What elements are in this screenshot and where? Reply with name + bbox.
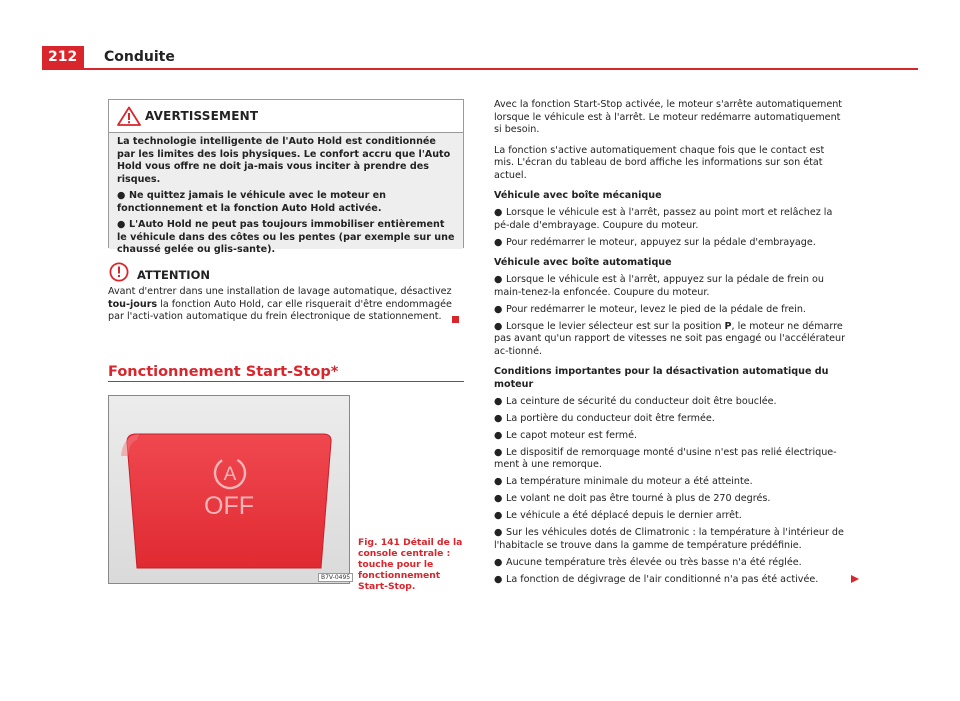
list-item: ● Pour redémarrer le moteur, appuyez sur la pédale d'embrayage. <box>494 236 816 248</box>
continue-arrow-icon <box>850 574 860 584</box>
warning-title: AVERTISSEMENT <box>145 109 259 123</box>
bullet-icon: ● <box>494 207 503 218</box>
page-number: 212 <box>42 46 84 68</box>
warning-paragraph: La technologie intelligente de l'Auto Hold est conditionnée par les limites des lois physiques. Le confort accru que l'Auto Hold vous offre ne doit ja-mais vous inciter à prendre des risques. <box>117 136 451 185</box>
paragraph: Avec la fonction Start-Stop activée, le moteur s'arrête automatiquement lorsque le véhicule est à l'arrêt. Le moteur redémarre automatiquement si besoin. <box>494 99 843 135</box>
bullet-icon: ● <box>494 510 503 521</box>
bullet-icon: ● <box>494 476 503 487</box>
bullet-icon: ● <box>494 274 503 285</box>
bullet-icon: ● <box>494 429 503 441</box>
bullet-icon: ● <box>494 303 503 315</box>
bullet-icon: ● <box>117 219 126 230</box>
bullet-icon: ● <box>494 320 503 332</box>
warning-bullet: ● Ne quittez jamais le véhicule avec le moteur en fonctionnement et la fonction Auto Hold activée. <box>117 190 387 214</box>
subheading-conditions: Conditions importantes pour la désactivation automatique du moteur <box>494 366 829 390</box>
list-item: ● Le capot moteur est fermé. <box>494 429 638 441</box>
figure-image <box>108 395 350 584</box>
bullet-icon: ● <box>494 573 503 585</box>
bullet-icon: ● <box>494 236 503 248</box>
warning-triangle-icon <box>117 106 141 126</box>
bullet-icon: ● <box>494 527 503 538</box>
header-rule <box>42 68 918 70</box>
section-rule <box>108 381 464 382</box>
right-column <box>494 99 846 591</box>
list-item: ● Le dispositif de remorquage monté d'usine n'est pas relié électrique-ment à une remorque. <box>494 446 837 470</box>
warning-body <box>109 133 463 255</box>
list-item: ● Aucune température très élevée ou très basse n'a été réglée. <box>494 556 802 568</box>
list-item: ● Pour redémarrer le moteur, levez le pied de la pédale de frein. <box>494 303 806 315</box>
bullet-icon: ● <box>494 493 503 504</box>
figure-caption: Fig. 141 Détail de la console centrale : touche pour le fonctionnement Start-Stop. <box>358 537 463 592</box>
bullet-icon: ● <box>494 412 503 424</box>
list-item: ● Lorsque le véhicule est à l'arrêt, passez au point mort et relâchez la pé-dale d'embrayage. Coupure du moteur. <box>494 207 833 231</box>
warning-box <box>108 99 464 255</box>
button-letter: A <box>223 464 237 485</box>
list-item: ● La fonction de dégivrage de l'air conditionné n'a pas été activée. <box>494 573 819 585</box>
list-item: ● Lorsque le levier sélecteur est sur la position P, le moteur ne démarre pas avant qu'un rapport de vitesses ne soit pas engagé ou l'accélérateur ac-tionné. <box>494 320 846 357</box>
bullet-icon: ● <box>494 556 503 568</box>
subheading-auto: Véhicule avec boîte automatique <box>494 257 672 268</box>
button-off-label: OFF <box>204 492 254 520</box>
list-item: ● La portière du conducteur doit être fermée. <box>494 412 715 424</box>
bullet-icon: ● <box>494 395 503 407</box>
list-item: ● La ceinture de sécurité du conducteur doit être bouclée. <box>494 395 777 407</box>
list-item: ● Lorsque le véhicule est à l'arrêt, appuyez sur la pédale de frein ou main-tenez-la enfoncée. Coupure du moteur. <box>494 274 824 298</box>
paragraph: La fonction s'active automatiquement chaque fois que le contact est mis. L'écran du tableau de bord affiche les informations sur son état actuel. <box>494 144 825 181</box>
list-item: ● Sur les véhicules dotés de Climatronic : la température à l'intérieur de l'habitacle se trouve dans la gamme de température prédéfinie. <box>494 527 844 551</box>
subheading-manual: Véhicule avec boîte mécanique <box>494 190 662 201</box>
attention-title: ATTENTION <box>137 268 210 282</box>
section-title: Fonctionnement Start-Stop* <box>108 364 339 380</box>
attention-text: Avant d'entrer dans une installation de lavage automatique, désactivez tou-jours la fonction Auto Hold, car elle risquerait d'être endommagée par l'acti-vation automatique du frein électronique de stationnement. <box>108 286 452 322</box>
figure-code: B7V-0495 <box>318 573 353 582</box>
warning-header <box>109 100 463 133</box>
list-item: ● Le véhicule a été déplacé depuis le dernier arrêt. <box>494 510 742 521</box>
start-stop-button-illustration <box>109 396 349 583</box>
list-item: ● La température minimale du moteur a été atteinte. <box>494 476 753 487</box>
warning-bullet: ● L'Auto Hold ne peut pas toujours immobiliser entièrement le véhicule dans des côtes ou les pentes (par exemple sur une chaussé gelée ou glis-sante). <box>117 219 455 255</box>
bullet-icon: ● <box>117 190 126 201</box>
bullet-icon: ● <box>494 446 503 458</box>
page-title: Conduite <box>104 49 175 65</box>
section-end-marker <box>452 316 459 323</box>
list-item: ● Le volant ne doit pas être tourné à plus de 270 degrés. <box>494 493 771 504</box>
attention-icon <box>109 262 129 282</box>
